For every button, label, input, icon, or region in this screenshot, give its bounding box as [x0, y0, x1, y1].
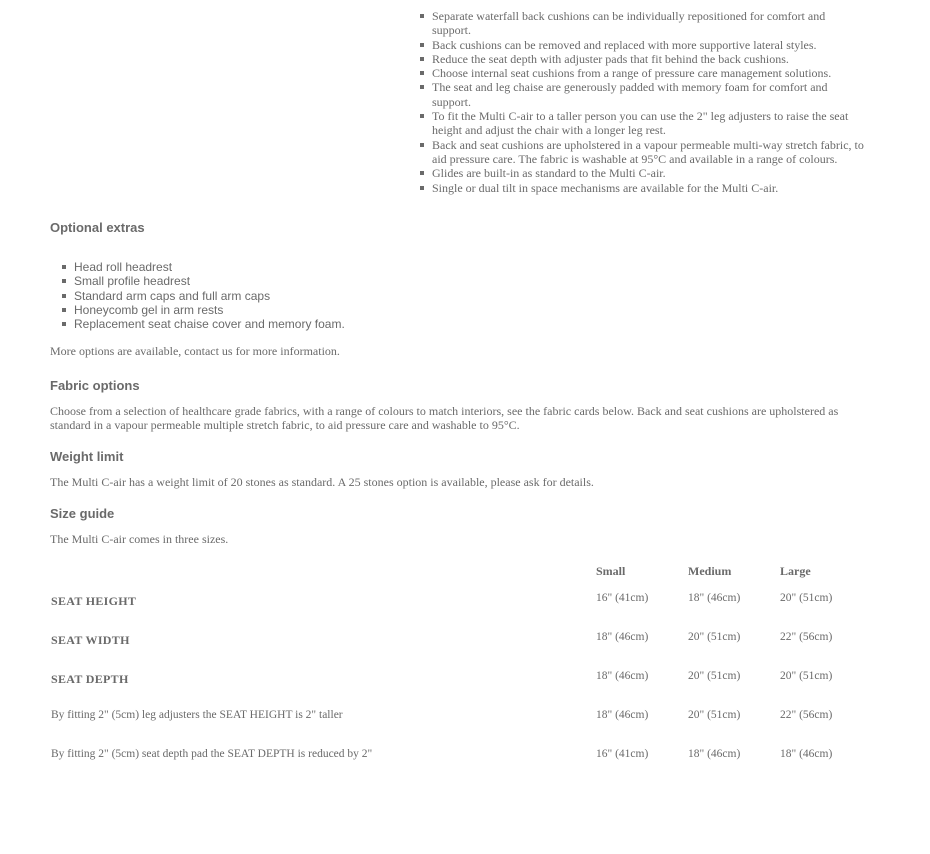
feature-item: Glides are built-in as standard to the Multi C-air. — [432, 166, 864, 180]
table-cell: 16" (41cm) — [596, 748, 649, 760]
size-guide-heading: Size guide — [50, 506, 115, 521]
table-cell: 20" (51cm) — [688, 670, 741, 682]
column-header-medium: Medium — [688, 564, 732, 578]
table-cell: 18" (46cm) — [688, 592, 741, 604]
table-cell: 22" (56cm) — [780, 709, 833, 721]
size-guide-text: The Multi C-air comes in three sizes. — [50, 532, 229, 546]
column-header-small: Small — [596, 564, 626, 578]
table-cell: 18" (46cm) — [688, 748, 741, 760]
table-cell: 18" (46cm) — [780, 748, 833, 760]
extra-item: Small profile headrest — [74, 274, 345, 288]
optional-extras-list — [74, 260, 345, 331]
table-cell: 20" (51cm) — [688, 631, 741, 643]
column-header-large: Large — [780, 564, 811, 578]
weight-limit-text: The Multi C-air has a weight limit of 20 stones as standard. A 25 stones option is available, please ask for details. — [50, 475, 594, 489]
feature-item: Single or dual tilt in space mechanisms are available for the Multi C-air. — [432, 181, 864, 195]
features-list — [432, 9, 864, 195]
feature-item: To fit the Multi C-air to a taller person you can use the 2" leg adjusters to raise the seat height and adjust the chair with a longer leg rest. — [432, 109, 864, 138]
feature-item: The seat and leg chaise are generously padded with memory foam for comfort and support. — [432, 80, 864, 109]
table-cell: 20" (51cm) — [688, 709, 741, 721]
feature-item: Choose internal seat cushions from a range of pressure care management solutions. — [432, 66, 864, 80]
feature-item: Back cushions can be removed and replaced with more supportive lateral styles. — [432, 38, 864, 52]
table-cell: 18" (46cm) — [596, 670, 649, 682]
row-label-seat-depth-pad: By fitting 2" (5cm) seat depth pad the SEAT DEPTH is reduced by 2" — [51, 748, 373, 760]
row-label-seat-depth: SEAT DEPTH — [51, 672, 129, 686]
table-cell: 18" (46cm) — [596, 709, 649, 721]
fabric-options-heading: Fabric options — [50, 378, 140, 393]
extra-item: Head roll headrest — [74, 260, 345, 274]
table-cell: 20" (51cm) — [780, 592, 833, 604]
table-cell: 22" (56cm) — [780, 631, 833, 643]
extra-item: Honeycomb gel in arm rests — [74, 303, 345, 317]
row-label-leg-adjusters: By fitting 2" (5cm) leg adjusters the SEAT HEIGHT is 2" taller — [51, 709, 343, 721]
table-cell: 16" (41cm) — [596, 592, 649, 604]
table-cell: 18" (46cm) — [596, 631, 649, 643]
row-label-seat-width: SEAT WIDTH — [51, 633, 130, 647]
optional-extras-heading: Optional extras — [50, 220, 145, 235]
feature-item: Reduce the seat depth with adjuster pads that fit behind the back cushions. — [432, 52, 864, 66]
fabric-options-text: Choose from a selection of healthcare grade fabrics, with a range of colours to match interiors, see the fabric cards below. Back and seat cushions are upholstered as standard in a vapour permeable multiple stretch fabric, to aid pressure care and washable to 95°C. — [50, 404, 839, 433]
feature-item: Back and seat cushions are upholstered in a vapour permeable multi-way stretch fabric, to aid pressure care. The fabric is washable at 95°C and available in a range of colours. — [432, 137, 864, 166]
extra-item: Replacement seat chaise cover and memory foam. — [74, 317, 345, 332]
weight-limit-heading: Weight limit — [50, 449, 124, 464]
more-options-note: More options are available, contact us for more information. — [50, 344, 340, 358]
feature-item: Separate waterfall back cushions can be individually repositioned for comfort and support. — [432, 9, 864, 38]
row-label-seat-height: SEAT HEIGHT — [51, 594, 137, 608]
extra-item: Standard arm caps and full arm caps — [74, 289, 345, 303]
table-cell: 20" (51cm) — [780, 670, 833, 682]
